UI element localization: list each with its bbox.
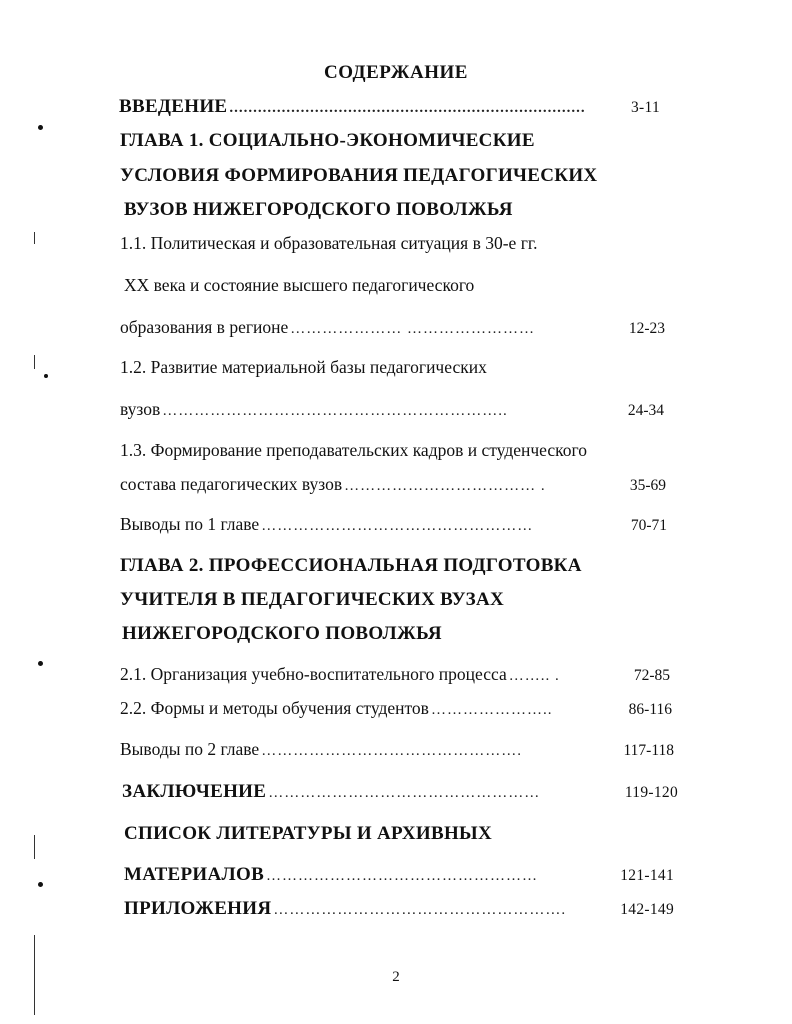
section-1-2-line-1: 1.2. Развитие материальной базы педагогических <box>120 357 487 377</box>
chapter-2-heading-line-1: ГЛАВА 2. ПРОФЕССИОНАЛЬНАЯ ПОДГОТОВКА <box>120 555 582 576</box>
toc-entry-chapter-2-conclusions <box>120 739 674 760</box>
scan-mark-dot <box>38 882 43 887</box>
scan-mark-dot <box>38 661 43 666</box>
toc-entry-label: 2.1. Организация учебно-воспитательного процесса <box>120 664 507 684</box>
toc-dot-leader: …….. . <box>508 668 560 684</box>
toc-page-range: 3-11 <box>630 99 660 116</box>
scan-mark-line <box>34 355 35 369</box>
toc-entry-label: образования в регионе <box>120 317 289 337</box>
toc-entry-conclusion <box>122 781 678 803</box>
toc-page-range: 24-34 <box>627 402 664 419</box>
scan-mark-dot <box>44 374 48 378</box>
toc-entry-1-2 <box>120 399 664 420</box>
toc-entry-label: 2.2. Формы и методы обучения студентов <box>120 698 429 718</box>
toc-dot-leader: ........................................................................... <box>229 100 586 116</box>
toc-entry-label: Выводы по 2 главе <box>120 739 260 759</box>
toc-dot-leader: ………………… …………………… <box>290 321 536 337</box>
toc-dot-leader: ………………….. <box>430 702 553 718</box>
toc-entry-label: Выводы по 1 главе <box>120 514 260 534</box>
toc-entry-2-1 <box>120 664 670 685</box>
toc-page-range: 142-149 <box>620 901 674 918</box>
toc-entry-references <box>124 864 674 886</box>
toc-entry-label: ВВЕДЕНИЕ <box>119 96 228 117</box>
references-heading-line-1: СПИСОК ЛИТЕРАТУРЫ И АРХИВНЫХ <box>124 823 493 844</box>
scan-mark-dot <box>38 125 43 130</box>
toc-page-range: 72-85 <box>633 667 670 684</box>
section-1-1-line-2: XX века и состояние высшего педагогического <box>124 275 475 295</box>
toc-entry-label: МАТЕРИАЛОВ <box>124 864 265 885</box>
toc-dot-leader: …………………………………………… <box>268 785 541 801</box>
chapter-1-heading-line-1: ГЛАВА 1. СОЦИАЛЬНО-ЭКОНОМИЧЕСКИЕ <box>120 130 535 151</box>
toc-dot-leader: …………………………………………… <box>266 868 539 884</box>
toc-entry-appendix <box>124 898 674 920</box>
toc-dot-leader: …………………………………………. <box>261 743 522 759</box>
toc-entry-label: ЗАКЛЮЧЕНИЕ <box>122 781 267 802</box>
toc-dot-leader: ……………………………………………………….. <box>162 403 508 419</box>
toc-entry-1-3 <box>120 474 666 495</box>
section-1-1-line-1: 1.1. Политическая и образовательная ситуация в 30-е гг. <box>120 233 538 253</box>
toc-page-range: 12-23 <box>628 320 665 337</box>
toc-page-range: 35-69 <box>629 477 666 494</box>
toc-page-range: 119-120 <box>624 784 678 801</box>
toc-entry-intro <box>119 96 660 118</box>
toc-entry-label: состава педагогических вузов <box>120 474 343 494</box>
chapter-2-heading-line-3: НИЖЕГОРОДСКОГО ПОВОЛЖЬЯ <box>122 623 442 644</box>
toc-page-range: 121-141 <box>620 867 674 884</box>
toc-dot-leader: …………………………………………… <box>261 518 534 534</box>
toc-entry-chapter-1-conclusions <box>120 514 667 535</box>
toc-page-range: 117-118 <box>623 742 674 759</box>
toc-dot-leader: ……………………………… . <box>344 478 546 494</box>
toc-entry-label: ПРИЛОЖЕНИЯ <box>124 898 272 919</box>
page-title: СОДЕРЖАНИЕ <box>324 62 468 83</box>
toc-entry-label: вузов <box>120 399 161 419</box>
toc-entry-1-1 <box>120 317 665 338</box>
toc-entry-2-2 <box>120 698 672 719</box>
toc-dot-leader: ………………………………………………. <box>273 902 567 918</box>
chapter-1-heading-line-3: ВУЗОВ НИЖЕГОРОДСКОГО ПОВОЛЖЬЯ <box>124 199 513 220</box>
section-1-3-line-1: 1.3. Формирование преподавательских кадров и студенческого <box>120 440 587 460</box>
chapter-1-heading-line-2: УСЛОВИЯ ФОРМИРОВАНИЯ ПЕДАГОГИЧЕСКИХ <box>120 165 598 186</box>
scan-mark-line <box>34 835 35 859</box>
toc-page-range: 86-116 <box>628 701 672 718</box>
page-number: 2 <box>392 969 400 985</box>
chapter-2-heading-line-2: УЧИТЕЛЯ В ПЕДАГОГИЧЕСКИХ ВУЗАХ <box>120 589 504 610</box>
scan-mark-line <box>34 232 35 244</box>
toc-page-range: 70-71 <box>630 517 667 534</box>
